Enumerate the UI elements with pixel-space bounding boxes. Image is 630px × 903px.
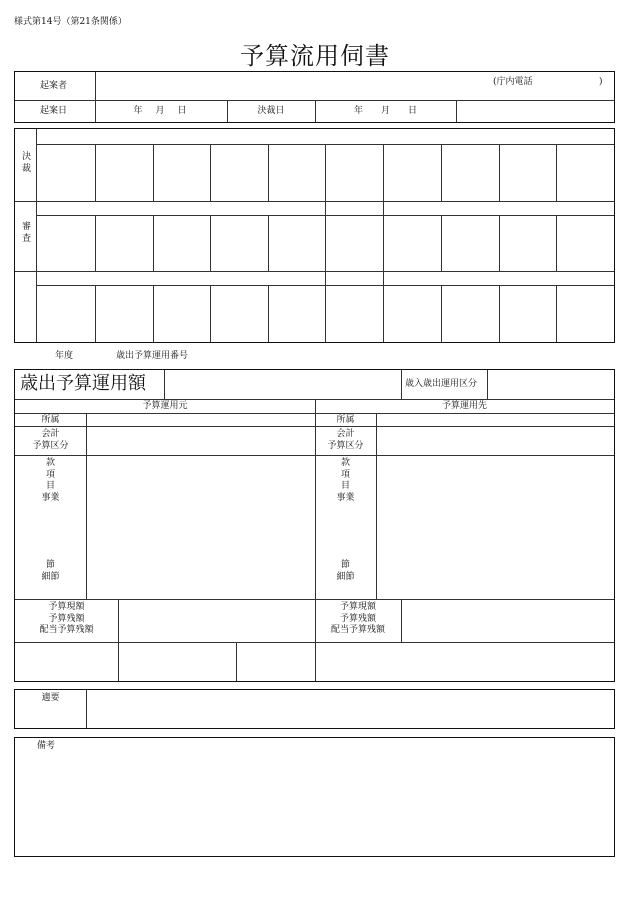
drafter-label: 起案者	[40, 81, 68, 91]
main-heading: 歳出予算運用額	[20, 373, 146, 394]
decision-extra-field[interactable]	[458, 102, 612, 120]
remarks-label: 備考	[37, 741, 56, 751]
summary-box	[14, 689, 615, 729]
phone-label: (庁内電話	[493, 77, 533, 87]
source-header: 予算運用元	[142, 401, 188, 411]
fiscal-year-label: 年度	[55, 351, 74, 361]
remarks-field[interactable]	[17, 754, 612, 854]
summary-label: 適要	[41, 693, 60, 703]
draft-date-label: 起案日	[40, 106, 68, 116]
review-label: 審査	[20, 221, 30, 245]
budget-number-label: 歳出予算運用番号	[116, 351, 189, 361]
source-classification-labels: 款 項 目 事業	[41, 458, 60, 503]
draft-date-field[interactable]: 年 月 日	[133, 106, 189, 116]
decision-date-label: 決裁日	[257, 106, 285, 116]
remarks-box	[14, 737, 615, 857]
source-amount-labels: 予算現額 予算残額 配当予算残額	[39, 602, 94, 635]
dest-account-label: 会計 予算区分	[327, 429, 364, 451]
dest-section-labels: 節 細節	[336, 560, 355, 582]
dest-amount-field[interactable]	[403, 601, 612, 640]
decision-date-field[interactable]: 年 月 日	[353, 106, 417, 116]
dest-account-field[interactable]	[378, 428, 612, 454]
phone-field[interactable]	[545, 75, 597, 91]
approval-grid	[14, 128, 615, 343]
dest-affiliation-field[interactable]	[378, 415, 612, 425]
revenue-category-label: 歳入歳出運用区分	[405, 379, 478, 389]
source-classification-field[interactable]	[88, 457, 313, 597]
form-reference: 様式第14号（第21条関係）	[14, 17, 127, 27]
page-title: 予算流用伺書	[240, 42, 390, 70]
source-account-field[interactable]	[88, 428, 313, 454]
dest-classification-labels: 款 項 目 事業	[336, 458, 355, 503]
budget-transfer-table	[14, 369, 615, 682]
bottom-field-3[interactable]	[238, 644, 313, 679]
bottom-field-2[interactable]	[120, 644, 234, 679]
source-affiliation-field[interactable]	[88, 415, 313, 425]
summary-field[interactable]	[88, 692, 612, 726]
source-amount-field[interactable]	[120, 601, 313, 640]
phone-close: )	[599, 77, 603, 87]
source-affiliation-label: 所属	[41, 415, 60, 425]
bottom-field-1[interactable]	[17, 644, 116, 679]
bottom-field-4[interactable]	[317, 644, 612, 679]
revenue-category-field[interactable]	[489, 372, 611, 397]
dest-amount-labels: 予算現額 予算残額 配当予算残額	[330, 602, 385, 635]
source-section-labels: 節 細節	[41, 560, 60, 582]
header-box	[14, 71, 615, 123]
decision-label: 決裁	[20, 151, 30, 175]
dest-header: 予算運用先	[441, 401, 487, 411]
dest-classification-field[interactable]	[378, 457, 612, 597]
source-account-label: 会計 予算区分	[32, 429, 69, 451]
dest-affiliation-label: 所属	[336, 415, 355, 425]
